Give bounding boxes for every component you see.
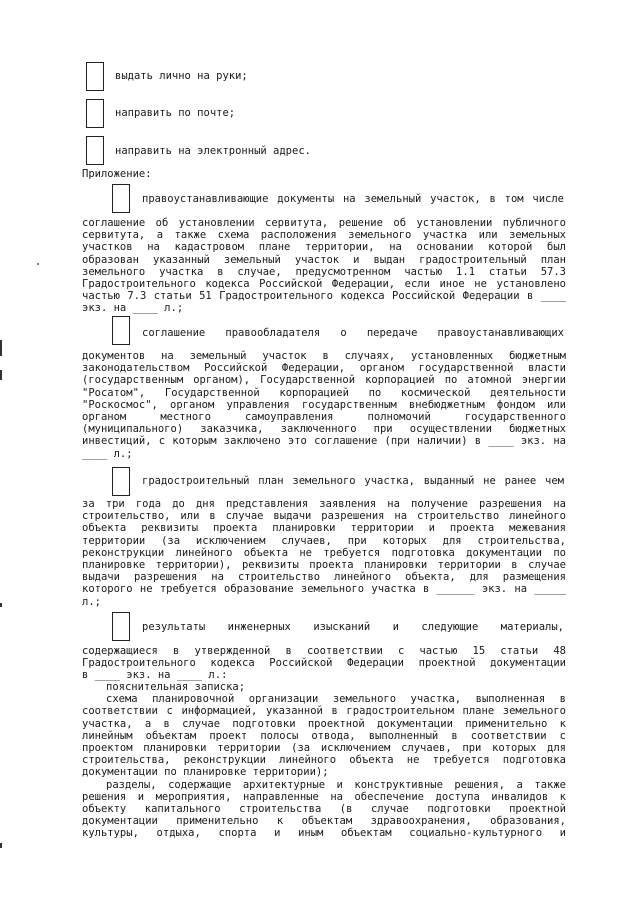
text-line: участков на кадастровом плане территории, на основании которой был	[82, 241, 566, 254]
text-line: (государственным органом), Государственной корпорацией по атомной энергии	[82, 374, 566, 387]
text-line: Градостроительного кодекса Российской Федерации, если иное не установлено	[82, 277, 566, 290]
text-line: проектом планировки территории (за исключением случаев, при которых для	[82, 741, 566, 754]
option-deliver-in-person-label: выдать лично на руки;	[115, 70, 248, 82]
text-line: культуры, отдыха, спорта и иным объектам социально-культурного и	[82, 827, 566, 840]
checkbox-rightholder-agreement[interactable]	[112, 316, 130, 345]
materials-list	[82, 681, 566, 839]
attachment-rightholder-agreement-text	[82, 350, 566, 460]
attachment-title-documents-lead: правоустанавливающие документы на земельный участок, в том числе	[142, 193, 564, 205]
text-line: объекта реквизиты проекта планировки территории и проекта межевания	[82, 522, 566, 535]
attachment-heading: Приложение:	[82, 168, 152, 180]
text-line: за три года до дня представления заявления на получение разрешения на	[82, 498, 566, 510]
text-line: территории (за исключением случаев, при которых для строительства,	[82, 534, 566, 547]
option-send-to-email-label: направить на электронный адрес.	[115, 145, 311, 157]
text-line: ____ л.;	[82, 447, 133, 460]
text-line: л.;	[82, 595, 101, 608]
text-line: документов на земельный участок в случаях, установленных бюджетным	[82, 350, 566, 362]
text-line: реконструкции линейного объекта не требуется подготовка документации по	[82, 546, 566, 559]
text-line: разделы, содержащие архитектурные и конструктивные решения, а также	[106, 778, 566, 791]
text-line: объекту капитального строительства (в случае подготовки проектной	[82, 802, 566, 815]
text-line: органом местного самоуправления полномочий государственного	[82, 410, 566, 423]
text-line: которого не требуется образование земельного участка в ______ экз. на _____	[82, 583, 566, 596]
attachment-title-documents-text	[82, 217, 566, 315]
text-line: образован указанный земельный участок и выдан градостроительный план	[82, 253, 566, 266]
attachment-engineering-surveys-text	[82, 645, 566, 682]
text-line: соглашение об установлении сервитута, решение об установлении публичного	[82, 217, 566, 229]
option-send-by-mail-label: направить по почте;	[115, 107, 236, 119]
checkbox-title-documents[interactable]	[112, 184, 130, 213]
text-line: схема планировочной организации земельного участка, выполненная в	[106, 693, 566, 706]
scan-edge-mark	[0, 843, 2, 848]
attachment-urban-plan-text	[82, 498, 566, 608]
scan-speck	[37, 263, 39, 265]
text-line: экз. на ____ л.;	[82, 302, 184, 315]
text-line: частью 7.3 статьи 51 Градостроительного кодекса Российской Федерации в ____	[82, 290, 566, 303]
text-line: земельного участка в случае, предусмотренном частью 1.1 статьи 57.3	[82, 265, 566, 278]
text-line: строительства, реконструкции линейного объекта не требуется подготовка	[82, 754, 566, 767]
text-line: сервитута, а также схема расположения земельного участка или земельных	[82, 229, 566, 242]
checkbox-send-by-mail[interactable]	[86, 99, 104, 128]
attachment-urban-plan-lead: градостроительный план земельного участка, выданный не ранее чем	[142, 475, 564, 487]
text-line: инвестиций, с которым заключено это соглашение (при наличии) в ____ экз. на	[82, 435, 566, 448]
scan-edge-mark	[0, 370, 2, 380]
text-line: в ____ экз. на ____ л.:	[82, 669, 228, 682]
attachment-rightholder-agreement-lead: соглашение правообладателя о передаче правоустанавливающих	[142, 327, 564, 339]
checkbox-urban-plan[interactable]	[112, 467, 130, 496]
text-line: содержащиеся в утвержденной в соответствии с частью 15 статьи 48	[82, 645, 566, 657]
text-line: линейным объектам проект полосы отвода, выполненный в соответствии с	[82, 729, 566, 742]
text-line: законодательством Российской Федерации, органом государственной власти	[82, 362, 566, 375]
scan-edge-mark	[0, 340, 2, 356]
checkbox-send-to-email[interactable]	[86, 136, 104, 165]
text-line: документации применительно к объектам здравоохранения, образования,	[82, 815, 566, 828]
material-explanatory-note: пояснительная записка;	[106, 681, 246, 693]
checkbox-deliver-in-person[interactable]	[86, 62, 104, 91]
scan-edge-mark	[0, 603, 2, 607]
text-line: документации по планировке территории);	[82, 766, 329, 779]
text-line: (муниципального) заказчика, заключенного при осуществлении бюджетных	[82, 423, 566, 436]
text-line: Градостроительного кодекса Российской Федерации проектной документации	[82, 657, 566, 670]
text-line: соответствии с информацией, указанной в градостроительном плане земельного	[82, 705, 566, 718]
text-line: выдачи разрешения на строительство линейного объекта, для размещения	[82, 571, 566, 584]
checkbox-engineering-surveys[interactable]	[112, 612, 130, 641]
text-line: строительство, или в случае выдачи разрешения на строительство линейного	[82, 510, 566, 523]
text-line: решения и мероприятия, направленные на обеспечение доступа инвалидов к	[82, 790, 566, 803]
attachment-engineering-surveys-lead: результаты инженерных изысканий и следующие материалы,	[142, 621, 564, 633]
text-line: планировке территории), реквизиты проекта планировки территории в случае	[82, 558, 566, 571]
text-line: "Росатом", Государственной корпорацией по космической деятельности	[82, 386, 566, 399]
text-line: участка, а в случае подготовки проектной документации применительно к	[82, 717, 566, 730]
text-line: "Роскосмос", органом управления государственным внебюджетным фондом или	[82, 398, 566, 411]
